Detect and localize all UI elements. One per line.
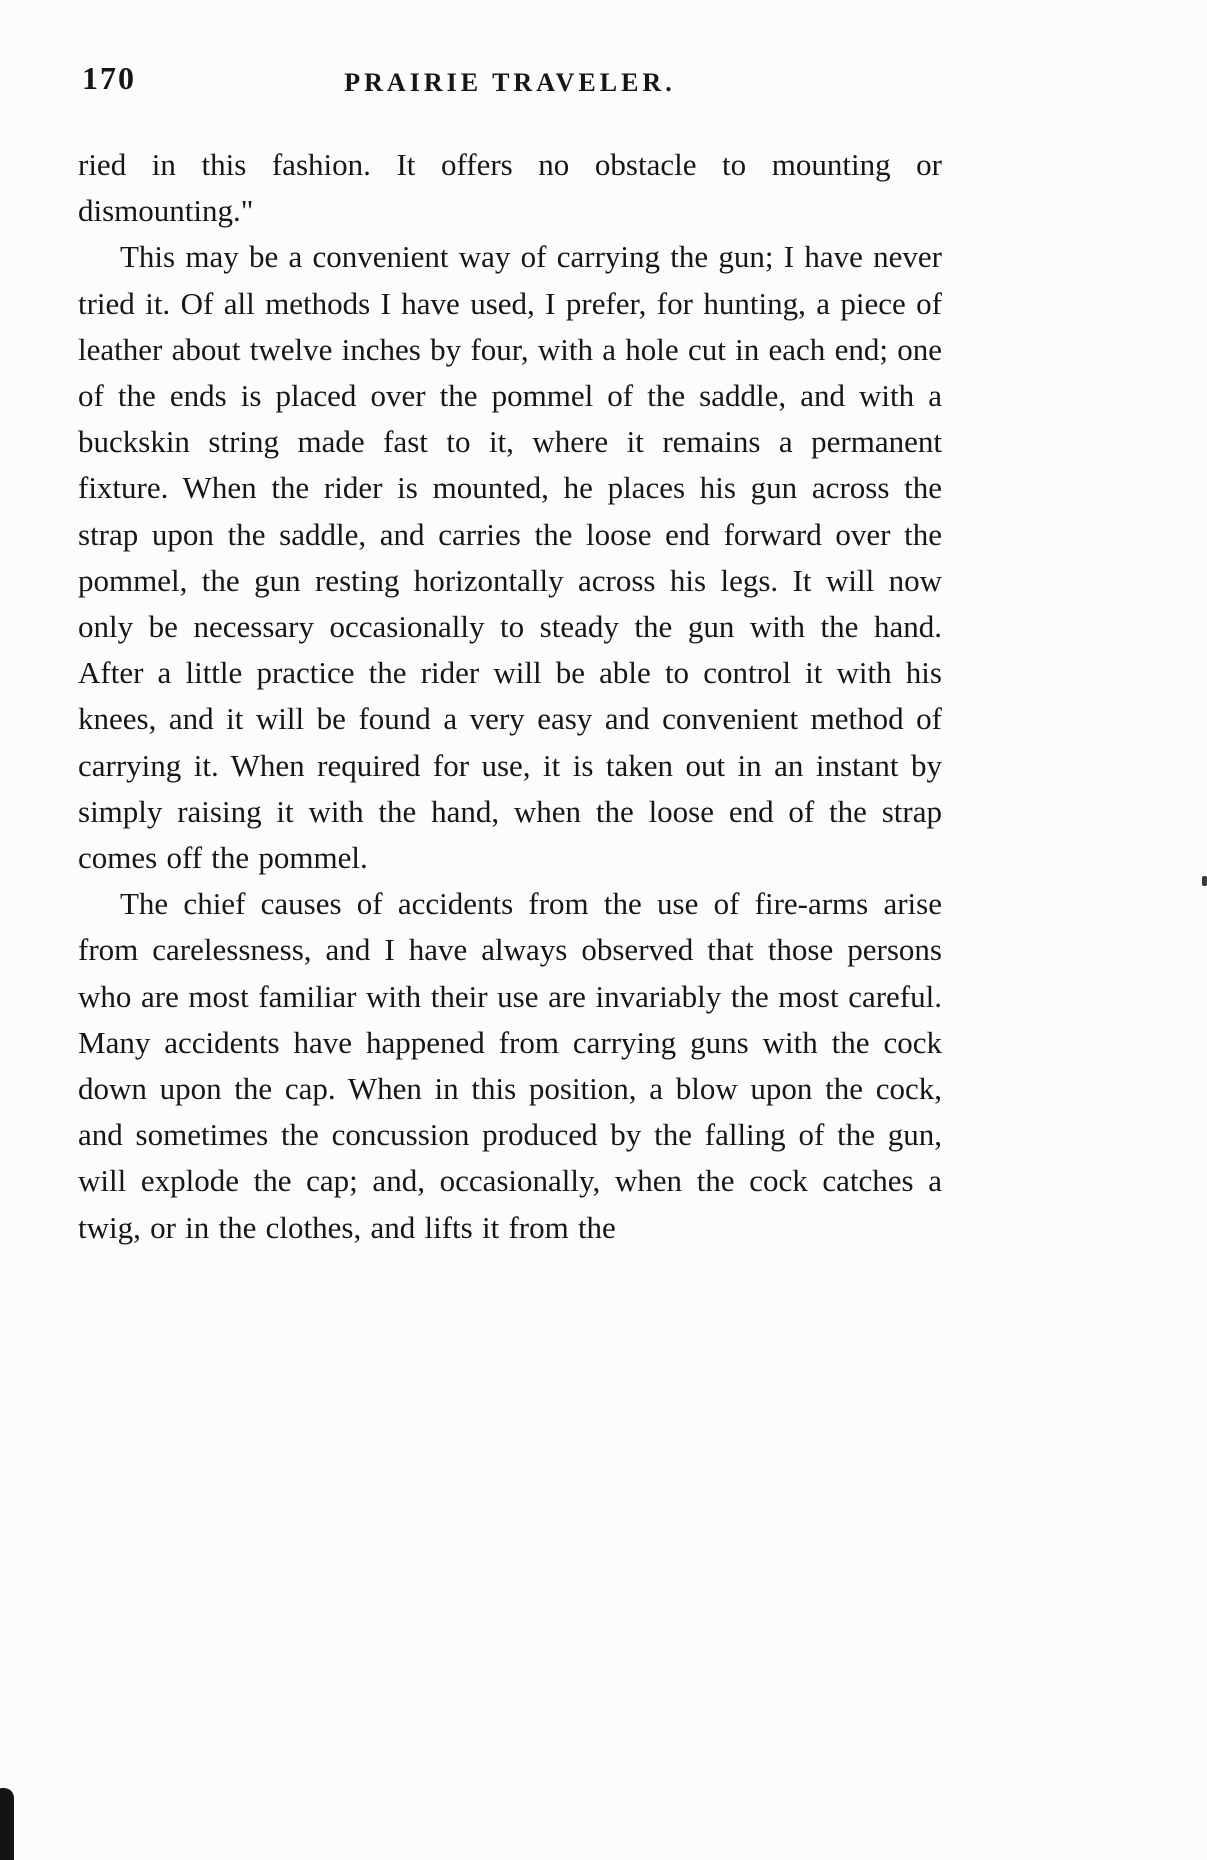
paragraph-continued: ried in this fashion. It offers no obstacle to mounting or dismounting.": [78, 147, 942, 229]
page-number: 170: [82, 60, 136, 96]
scan-artifact: [1202, 876, 1207, 886]
paragraph: The chief causes of accidents from the use of fire-arms arise from carelessness, and I have always observed that those persons who are most familiar with their use are invariably the most careful. Many accidents have happened from carrying guns with the cock down upon the cap. When in this position, a blow upon the cock, and sometimes the concussion produced by the falling of the gun, will explode the cap; and, occasionally, when the cock catches a twig, or in the clothes, and lifts it from the: [78, 886, 942, 1245]
running-title: PRAIRIE TRAVELER.: [344, 68, 676, 97]
page-body: [78, 142, 942, 1251]
page-header: [78, 0, 942, 104]
scan-artifact: [0, 1788, 14, 1860]
text-block: [78, 0, 942, 1251]
paragraph: This may be a convenient way of carrying the gun; I have never tried it. Of all methods I have used, I prefer, for hunting, a piece of leather about twelve inches by four, with a hole cut in each end; one of the ends is placed over the pommel of the saddle, and with a buckskin string made fast to it, where it remains a permanent fixture. When the rider is mounted, he places his gun across the strap upon the saddle, and carries the loose end forward over the pommel, the gun resting horizontally across his legs. It will now only be necessary occasionally to steady the gun with the hand. After a little practice the rider will be able to control it with his knees, and it will be found a very easy and convenient method of carrying it. When required for use, it is taken out in an instant by simply raising it with the hand, when the loose end of the strap comes off the pommel.: [78, 239, 942, 876]
